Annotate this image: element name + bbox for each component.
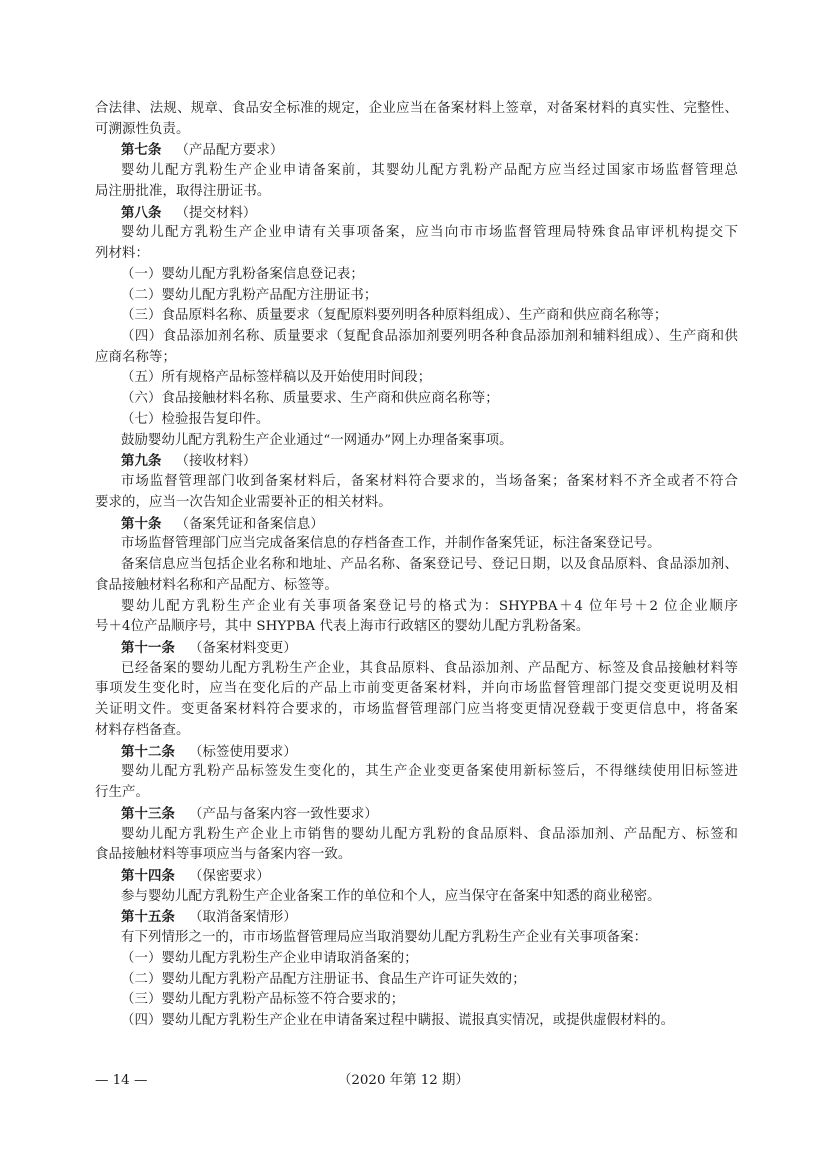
text-line: 事项发生变化时，应当在变化后的产品上市前变更备案材料，并向市场监督管理部门提交变更说明及相: [95, 681, 738, 697]
article-number: 第八条: [121, 204, 162, 221]
text-line: 婴幼儿配方乳粉生产企业上市销售的婴幼儿配方乳粉的食品原料、食品添加剂、产品配方、标签和: [121, 826, 738, 842]
text-line: 婴幼儿配方乳粉生产企业申请有关事项备案，应当向市市场监督管理局特殊食品审评机构提交下: [121, 225, 738, 241]
text-line: 参与婴幼儿配方乳粉生产企业备案工作的单位和个人，应当保守在备案中知悉的商业秘密。: [121, 888, 661, 904]
text-line: 食品接触材料等事项应当与备案内容一致。: [95, 847, 352, 863]
text-line: （二）婴幼儿配方乳粉产品配方注册证书、食品生产许可证失效的；: [121, 971, 526, 987]
text-line: （七）检验报告复印件。: [121, 411, 270, 427]
article-number: 第十二条: [121, 743, 175, 760]
article-heading: [121, 639, 297, 658]
article-subtitle: （接收材料）: [175, 454, 257, 470]
text-line: 有下列情形之一的，市市场监督管理局应当取消婴幼儿配方乳粉生产企业有关事项备案：: [121, 930, 648, 946]
text-line: 婴幼儿配方乳粉产品标签发生变化的，其生产企业变更备案使用新标签后，不得继续使用旧标签进: [121, 764, 738, 780]
text-line: 可溯源性负责。: [95, 121, 190, 137]
text-line: 材料存档备查。: [95, 722, 190, 738]
article-subtitle: （备案凭证和备案信息）: [175, 516, 324, 532]
text-line: 合法律、法规、规章、食品安全标准的规定，企业应当在备案材料上签章，对备案材料的真实性、完整性、: [95, 101, 738, 116]
article-subtitle: （备案材料变更）: [188, 640, 297, 656]
article-number: 第七条: [121, 142, 162, 159]
text-line: 食品接触材料名称和产品配方、标签等。: [95, 577, 338, 593]
text-line: （一）婴幼儿配方乳粉备案信息登记表；: [121, 266, 364, 282]
article-number: 第十三条: [121, 805, 175, 822]
text-line: （四）食品添加剂名称、质量要求（复配食品添加剂要列明各种食品添加剂和辅料组成）、生产商和供: [121, 329, 738, 345]
article-number: 第十四条: [121, 868, 175, 884]
article-subtitle: （提交材料）: [175, 205, 257, 221]
article-number: 第十五条: [121, 909, 175, 926]
text-line: 局注册批准，取得注册证书。: [95, 183, 271, 199]
text-line: 市场监督管理部门收到备案材料后，备案材料符合要求的，当场备案；备案材料不齐全或者不符合: [121, 474, 738, 490]
text-line: （三）食品原料名称、质量要求（复配原料要列明各种原料组成）、生产商和供应商名称等；: [121, 308, 668, 324]
text-line: （六）食品接触材料名称、质量要求、生产商和供应商名称等；: [121, 391, 499, 407]
text-line: 要求的，应当一次告知企业需要补正的相关材料。: [95, 494, 392, 510]
issue-label: （2020 年第 12 期）: [338, 1073, 469, 1088]
text-line: 已经备案的婴幼儿配方乳粉生产企业，其食品原料、食品添加剂、产品配方、标签及食品接触材料等: [121, 660, 738, 676]
text-line: 号＋4位产品顺序号，其中 SHYPBA 代表上海市行政辖区的婴幼儿配方乳粉备案。: [95, 619, 590, 635]
text-line: 应商名称等；: [95, 349, 176, 365]
article-heading: [121, 743, 297, 762]
article-heading: [121, 452, 256, 471]
text-line: 备案信息应当包括企业名称和地址、产品名称、备案登记号、登记日期，以及食品原料、食品添加剂、: [121, 557, 738, 573]
text-line: 婴幼儿配方乳粉生产企业申请备案前，其婴幼儿配方乳粉产品配方应当经过国家市场监督管理总: [121, 163, 738, 179]
text-line: （四）婴幼儿配方乳粉生产企业在申请备案过程中瞒报、谎报真实情况，或提供虚假材料的。: [121, 1013, 675, 1029]
text-line: （一）婴幼儿配方乳粉生产企业申请取消备案的；: [121, 950, 418, 966]
text-line: 列材料：: [95, 246, 149, 262]
article-number: 第十一条: [121, 639, 175, 656]
article-number: 第十条: [121, 515, 162, 532]
article-heading: [121, 204, 256, 223]
text-line: 行生产。: [95, 785, 149, 801]
article-subtitle: （标签使用要求）: [188, 744, 297, 760]
text-line: 关证明文件。变更备案材料符合要求的，市场监督管理部门应当将变更情况登载于变更信息中，将备案: [95, 702, 738, 718]
text-line: （三）婴幼儿配方乳粉产品标签不符合要求的；: [121, 992, 405, 1008]
article-heading: [121, 867, 270, 886]
text-line: （五）所有规格产品标签样稿以及开始使用时间段；: [121, 370, 432, 386]
article-heading: [121, 141, 283, 160]
page-number: — 14 —: [95, 1073, 148, 1088]
article-subtitle: （产品配方要求）: [175, 143, 284, 159]
text-line: 鼓励婴幼儿配方乳粉生产企业通过“一网通办”网上办理备案事项。: [121, 432, 513, 448]
text-line: 婴幼儿配方乳粉生产企业有关事项备案登记号的格式为：SHYPBA＋4 位年号＋2 位企业顺序: [121, 598, 738, 614]
article-number: 第九条: [121, 453, 162, 470]
article-heading: [121, 805, 378, 824]
article-subtitle: （保密要求）: [188, 869, 270, 884]
article-heading: [121, 515, 324, 534]
text-line: （二）婴幼儿配方乳粉产品配方注册证书；: [121, 287, 378, 303]
text-line: 市场监督管理部门应当完成备案信息的存档备查工作，并制作备案凭证，标注备案登记号。: [121, 536, 661, 552]
article-subtitle: （产品与备案内容一致性要求）: [188, 806, 378, 822]
article-heading: [121, 908, 297, 927]
article-subtitle: （取消备案情形）: [188, 910, 297, 926]
